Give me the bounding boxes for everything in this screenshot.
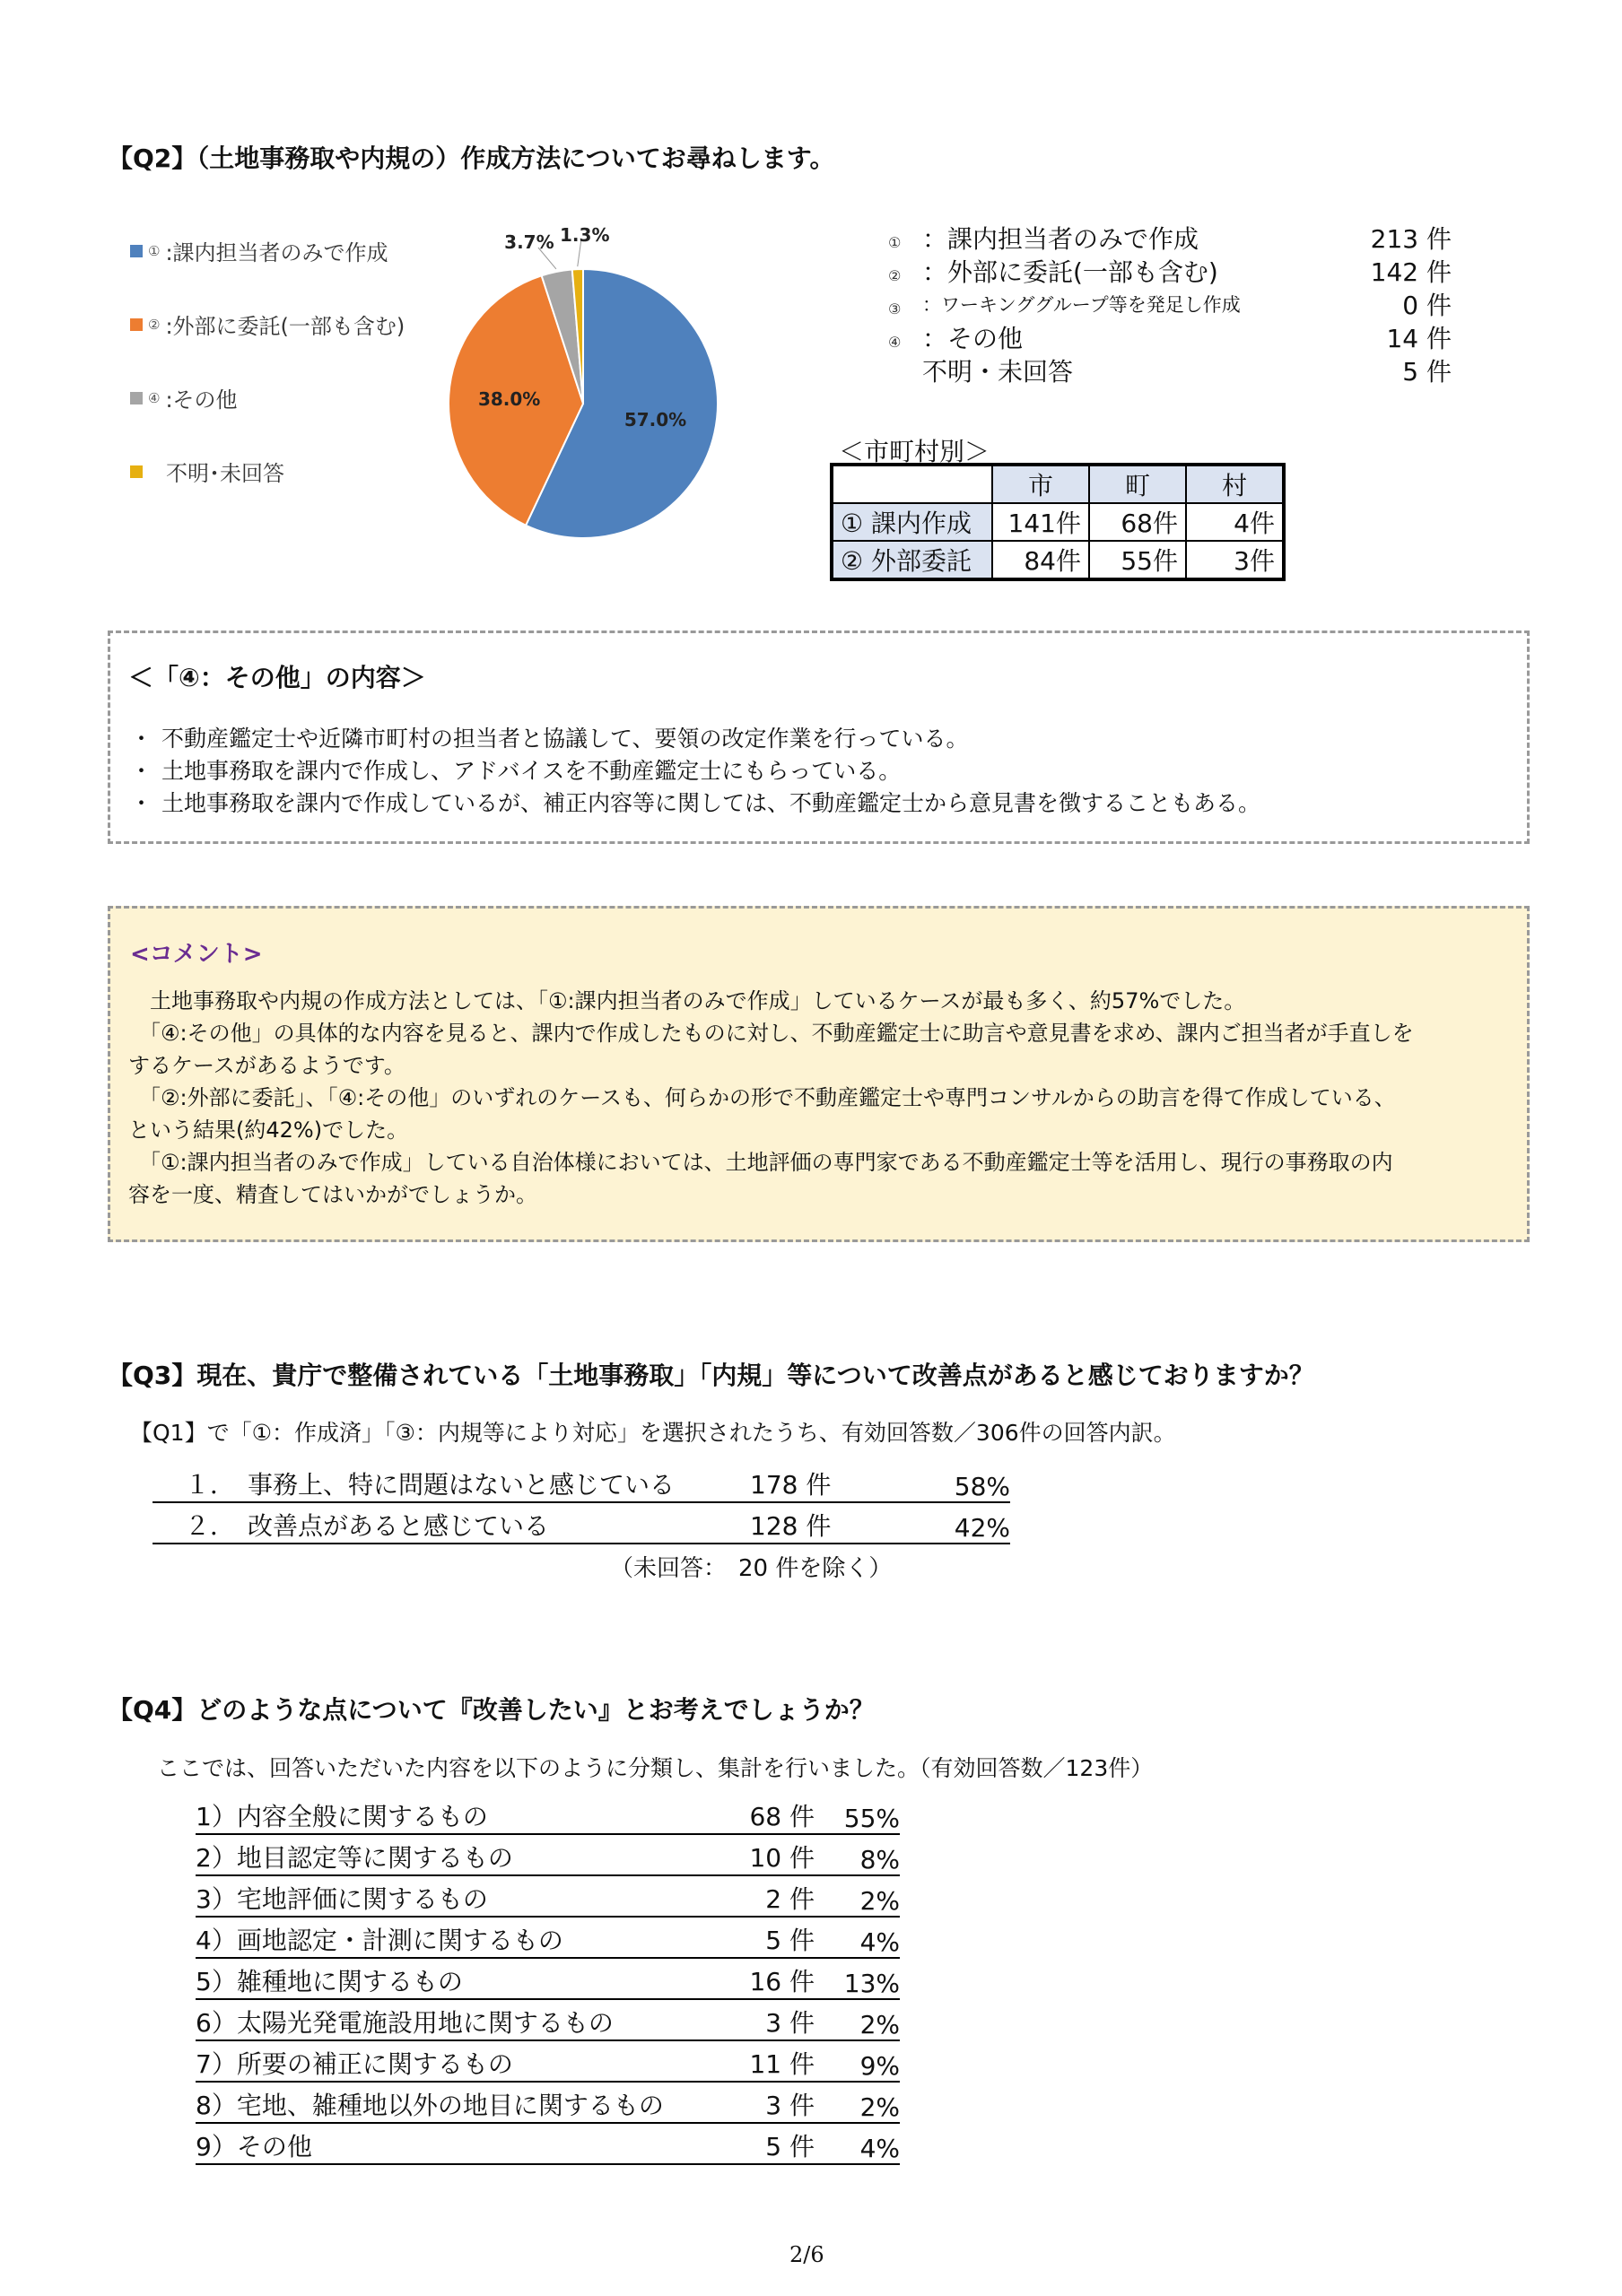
comment-line: 「②:外部に委託」、「④:その他」のいずれのケースも、何らかの形で不動産鑑定士や専門コンサルからの助言を得て作成している、 [128,1085,1396,1110]
table-cell: 55件 [1089,541,1186,579]
table-cell: 3件 [1186,541,1284,579]
pie-data-label: 57.0% [624,408,687,430]
legend-marker: ② [148,316,161,333]
q4-row-label: 3）宅地評価に関するもの [196,1875,720,1917]
pie-data-label: 3.7% [504,231,554,253]
legend-swatch [130,465,143,478]
comment-line: 「①:課内担当者のみで作成」している自治体様においては、土地評価の専門家である不動産鑑定士等を活用し、現行の事務取の内 [128,1150,1393,1175]
q3-row-label: ２． 改善点があると感じている [153,1502,750,1544]
q3-excluded: （未回答： 20 件を除く） [610,1555,893,1582]
comment-line: 「④:その他」の具体的な内容を見ると、課内で作成したものに対し、不動産鑑定士に助言や意見書を求め、課内ご担当者が手直しを [128,1021,1414,1046]
q4-row-count: 3 件 [720,1999,815,2040]
legend-item [130,235,405,266]
table-row [196,2082,900,2123]
summary-label: ：ワーキンググループ等を発足し作成 [922,294,1241,316]
q4-row-pct: 13% [815,1958,900,1999]
q4-row-count: 5 件 [720,1917,815,1958]
table-header-cell: 町 [1089,465,1186,503]
summary-row [888,224,1461,257]
pie-data-label: 1.3% [560,224,610,246]
legend-item [130,382,405,413]
municipality-title: ＜市町村別＞ [839,437,990,466]
q4-table [196,1794,900,2165]
pie-chart [422,215,763,565]
other-content-box [108,631,1530,844]
table-row [832,541,1284,579]
q3-row-count: 178 件 [750,1462,867,1502]
q4-row-pct: 2% [815,1875,900,1917]
q3-title: 【Q3】現在、貴庁で整備されている「土地事務取」「内規」等について改善点があると感じておりますか？ [108,1361,1314,1390]
summary-label: ：課内担当者のみで作成 [922,224,1199,254]
q2-title: 【Q2】（土地事務取や内規の）作成方法についてお尋ねします。 [108,144,835,173]
page-number: 2/6 [789,2242,824,2267]
q4-row-count: 11 件 [720,2040,815,2082]
legend-item [130,309,405,340]
table-row [196,2040,900,2082]
q4-row-pct: 55% [815,1794,900,1834]
q4-row-label: 5）雑種地に関するもの [196,1958,720,1999]
legend-item [130,456,405,487]
table-row [196,1875,900,1917]
q4-row-label: 6）太陽光発電施設用地に関するもの [196,1999,720,2040]
other-content-title: ＜「④：その他」の内容＞ [128,663,426,692]
q4-row-count: 3 件 [720,2082,815,2123]
other-content-list [130,723,1260,820]
q4-row-label: 8）宅地、雑種地以外の地目に関するもの [196,2082,720,2123]
q4-row-pct: 2% [815,1999,900,2040]
summary-marker: ④ [888,334,902,351]
table-row [153,1502,1010,1544]
summary-value: 142 件 [1370,257,1452,287]
comment-line: するケースがあるようです。 [128,1053,406,1078]
summary-label: 不明・未回答 [922,357,1074,387]
summary-marker: ② [888,267,902,284]
q4-row-count: 5 件 [720,2123,815,2164]
table-row [196,1958,900,1999]
q3-table [153,1462,1010,1544]
legend-label: :その他 [165,387,238,413]
q3-note: 【Q1】で「①：作成済」「③：内規等により対応」を選択されたうち、有効回答数／306件の回答内訳。 [130,1420,1176,1446]
q4-row-count: 2 件 [720,1875,815,1917]
table-cell: 84件 [992,541,1089,579]
table-header-cell: 村 [1186,465,1284,503]
summary-row [888,357,1461,387]
summary-row [888,324,1461,357]
comment-line: 容を一度、精査してはいかがでしょうか。 [128,1182,537,1207]
table-cell: 4件 [1186,503,1284,541]
q4-title: 【Q4】どのような点について『改善したい』とお考えでしょうか？ [108,1695,875,1725]
legend-marker: ④ [148,389,161,406]
comment-box [108,906,1530,1242]
q3-row-label: １． 事務上、特に問題はないと感じている [153,1462,750,1502]
q4-row-label: 9）その他 [196,2123,720,2164]
table-row [832,503,1284,541]
table-row [196,1794,900,1834]
q4-row-pct: 9% [815,2040,900,2082]
legend-label: :課内担当者のみで作成 [165,240,388,265]
summary-row [888,291,1461,324]
table-cell: 141件 [992,503,1089,541]
table-row-label: ① 課内作成 [832,503,992,541]
pie-data-label: 38.0% [477,387,541,410]
table-header-cell [832,465,992,503]
legend-label: :外部に委託(一部も含む) [165,314,406,339]
q4-row-pct: 4% [815,1917,900,1958]
q3-row-pct: 42% [867,1502,1010,1544]
q4-row-label: 1）内容全般に関するもの [196,1794,720,1834]
q4-row-pct: 2% [815,2082,900,2123]
list-item: ・ 土地事務取を課内で作成しているが、補正内容等に関しては、不動産鑑定士から意見書を徴することもある。 [130,787,1260,820]
table-row-label: ② 外部委託 [832,541,992,579]
legend-swatch [130,318,143,331]
comment-text [128,985,1519,1211]
table-row [196,1917,900,1958]
summary-marker [888,357,922,387]
municipality-table [830,463,1286,581]
table-row [196,1834,900,1875]
summary-label: ：外部に委託(一部も含む) [922,257,1218,287]
chart-legend [130,235,405,487]
list-item: ・ 不動産鑑定士や近隣市町村の担当者と協議して、要領の改定作業を行っている。 [130,723,1260,755]
legend-swatch [130,245,143,257]
table-cell: 68件 [1089,503,1186,541]
q3-row-pct: 58% [867,1462,1010,1502]
q4-row-count: 16 件 [720,1958,815,1999]
summary-value: 14 件 [1386,324,1452,353]
legend-marker: ① [148,242,161,259]
q2-summary [888,224,1461,387]
legend-label: 不明･未回答 [166,461,284,486]
table-row [153,1462,1010,1502]
summary-row [888,257,1461,291]
q4-row-label: 7）所要の補正に関するもの [196,2040,720,2082]
q4-row-pct: 4% [815,2123,900,2164]
comment-line: という結果(約42%)でした。 [128,1118,409,1143]
table-row [196,1999,900,2040]
q4-row-pct: 8% [815,1834,900,1875]
table-header-cell: 市 [992,465,1089,503]
summary-marker: ③ [888,300,902,317]
q4-note: ここでは、回答いただいた内容を以下のように分類し、集計を行いました。（有効回答数／123件） [157,1755,1154,1781]
q4-row-count: 10 件 [720,1834,815,1875]
comment-line: 土地事務取や内規の作成方法としては、「①:課内担当者のみで作成」しているケースが最も多く、約57%でした。 [128,988,1246,1013]
summary-label: ：その他 [922,324,1024,353]
comment-title: <コメント> [130,941,263,968]
summary-value: 213 件 [1370,224,1452,254]
q4-row-label: 4）画地認定・計測に関するもの [196,1917,720,1958]
table-header-row [832,465,1284,503]
q4-row-label: 2）地目認定等に関するもの [196,1834,720,1875]
legend-swatch [130,392,143,404]
summary-marker: ① [888,234,902,251]
list-item: ・ 土地事務取を課内で作成し、アドバイスを不動産鑑定士にもらっている。 [130,755,1260,787]
q4-row-count: 68 件 [720,1794,815,1834]
summary-value: 0 件 [1402,291,1452,320]
summary-value: 5 件 [1402,357,1452,387]
q3-row-count: 128 件 [750,1502,867,1544]
table-row [196,2123,900,2164]
